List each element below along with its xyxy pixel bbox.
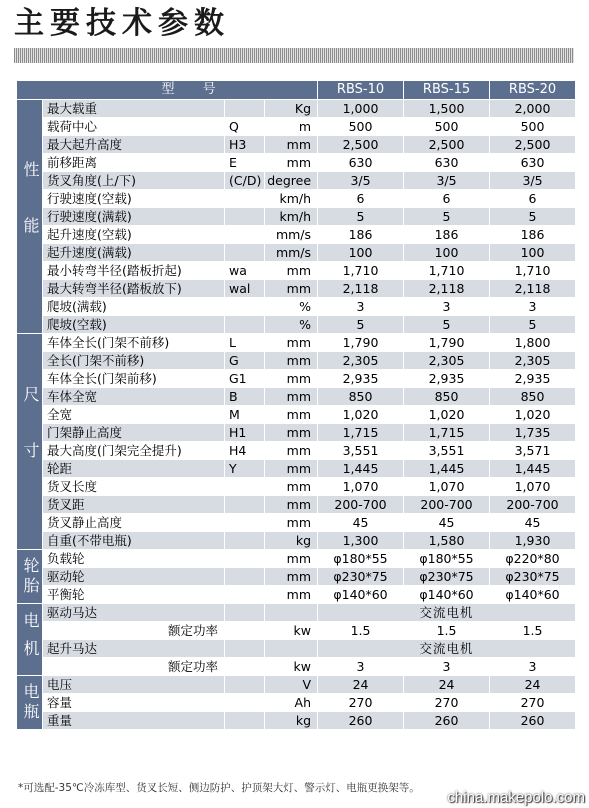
table-row bbox=[17, 316, 576, 334]
spec-name: 额定功率 bbox=[43, 622, 225, 640]
spec-name: 货叉长度 bbox=[43, 478, 225, 496]
spec-value-rbs-15: 1,500 bbox=[404, 100, 490, 118]
spec-name: 爬坡(满载) bbox=[43, 298, 225, 316]
table-row bbox=[17, 514, 576, 532]
spec-unit: mm bbox=[265, 478, 318, 496]
spec-name: 行驶速度(空载) bbox=[43, 190, 225, 208]
spec-code bbox=[225, 550, 265, 568]
table-row bbox=[17, 100, 576, 118]
spec-value-rbs-15: 24 bbox=[404, 676, 490, 694]
spec-value-rbs-15: 1,715 bbox=[404, 424, 490, 442]
spec-name: 车体全宽 bbox=[43, 388, 225, 406]
spec-value-rbs-15: 500 bbox=[404, 118, 490, 136]
spec-value-rbs-10: 3/5 bbox=[318, 172, 404, 190]
spec-name: 行驶速度(满载) bbox=[43, 208, 225, 226]
spec-value-rbs-10: 5 bbox=[318, 316, 404, 334]
spec-unit: Ah bbox=[265, 694, 318, 712]
spec-value-rbs-10: 260 bbox=[318, 712, 404, 730]
spec-unit: mm bbox=[265, 550, 318, 568]
table-row bbox=[17, 478, 576, 496]
spec-name: 最小转弯半径(踏板折起) bbox=[43, 262, 225, 280]
table-row bbox=[17, 226, 576, 244]
spec-value-rbs-20: 6 bbox=[490, 190, 576, 208]
spec-unit: m bbox=[265, 118, 318, 136]
spec-unit: mm bbox=[265, 334, 318, 352]
spec-value-rbs-15: 1,790 bbox=[404, 334, 490, 352]
spec-unit: km/h bbox=[265, 190, 318, 208]
table-row bbox=[17, 280, 576, 298]
spec-unit: kg bbox=[265, 532, 318, 550]
table-row bbox=[17, 424, 576, 442]
category-label bbox=[17, 550, 43, 604]
category-label bbox=[17, 676, 43, 730]
spec-value-rbs-10: 1,020 bbox=[318, 406, 404, 424]
spec-value-rbs-20: 260 bbox=[490, 712, 576, 730]
spec-code bbox=[225, 658, 265, 676]
spec-code bbox=[225, 532, 265, 550]
table-row bbox=[17, 334, 576, 352]
spec-value-rbs-10: 1,715 bbox=[318, 424, 404, 442]
spec-name: 额定功率 bbox=[43, 658, 225, 676]
spec-value-rbs-20: 2,500 bbox=[490, 136, 576, 154]
spec-value-rbs-15: φ140*60 bbox=[404, 586, 490, 604]
watermark: china.makepolo.com bbox=[447, 789, 585, 806]
spec-value-rbs-15: 1,070 bbox=[404, 478, 490, 496]
spec-name: 平衡轮 bbox=[43, 586, 225, 604]
spec-value-rbs-15: 1,580 bbox=[404, 532, 490, 550]
table-row bbox=[17, 244, 576, 262]
spec-value-rbs-20: 2,935 bbox=[490, 370, 576, 388]
spec-value-rbs-15: 3/5 bbox=[404, 172, 490, 190]
spec-unit: mm bbox=[265, 262, 318, 280]
spec-value-rbs-10: 45 bbox=[318, 514, 404, 532]
spec-unit: mm bbox=[265, 406, 318, 424]
table-row bbox=[17, 694, 576, 712]
spec-value-rbs-10: φ180*55 bbox=[318, 550, 404, 568]
spec-unit: mm bbox=[265, 154, 318, 172]
spec-value-rbs-20: 2,305 bbox=[490, 352, 576, 370]
model-header-1: RBS-10 bbox=[318, 81, 404, 100]
footnote: *可选配-35℃冷冻库型、货叉长短、侧边防护、护顶架大灯、警示灯、电瓶更换架等。 bbox=[18, 782, 420, 794]
spec-value-rbs-15: 2,935 bbox=[404, 370, 490, 388]
table-row bbox=[17, 622, 576, 640]
spec-unit: mm bbox=[265, 388, 318, 406]
category-label bbox=[17, 100, 43, 334]
spec-value-rbs-10: 2,305 bbox=[318, 352, 404, 370]
spec-value-rbs-20: 500 bbox=[490, 118, 576, 136]
spec-code: B bbox=[225, 388, 265, 406]
table-row bbox=[17, 442, 576, 460]
spec-unit: mm bbox=[265, 568, 318, 586]
spec-code bbox=[225, 640, 265, 658]
spec-unit: km/h bbox=[265, 208, 318, 226]
title-rule bbox=[14, 48, 574, 63]
spec-name: 全长(门架不前移) bbox=[43, 352, 225, 370]
spec-value-rbs-15: 2,500 bbox=[404, 136, 490, 154]
table-row bbox=[17, 550, 576, 568]
table-row bbox=[17, 388, 576, 406]
spec-code bbox=[225, 568, 265, 586]
spec-code: H1 bbox=[225, 424, 265, 442]
spec-code: wa bbox=[225, 262, 265, 280]
spec-value-rbs-15: 1,020 bbox=[404, 406, 490, 424]
category-text: 电机 bbox=[21, 611, 40, 668]
spec-value-rbs-20: 100 bbox=[490, 244, 576, 262]
spec-value-rbs-15: 5 bbox=[404, 208, 490, 226]
table-row bbox=[17, 460, 576, 478]
spec-value-rbs-20: φ230*75 bbox=[490, 568, 576, 586]
spec-unit bbox=[265, 640, 318, 658]
spec-value-rbs-20: 1,930 bbox=[490, 532, 576, 550]
spec-value-rbs-15: 270 bbox=[404, 694, 490, 712]
spec-unit: mm bbox=[265, 136, 318, 154]
spec-value-merged: 交流电机 bbox=[318, 640, 576, 658]
spec-code bbox=[225, 712, 265, 730]
spec-unit: degree bbox=[265, 172, 318, 190]
spec-code: E bbox=[225, 154, 265, 172]
spec-value-rbs-20: 3/5 bbox=[490, 172, 576, 190]
spec-name: 轮距 bbox=[43, 460, 225, 478]
spec-value-rbs-10: 3 bbox=[318, 298, 404, 316]
spec-name: 起升马达 bbox=[43, 640, 225, 658]
spec-value-rbs-10: 5 bbox=[318, 208, 404, 226]
spec-code bbox=[225, 100, 265, 118]
spec-unit bbox=[265, 604, 318, 622]
spec-value-rbs-20: 1.5 bbox=[490, 622, 576, 640]
spec-name: 容量 bbox=[43, 694, 225, 712]
spec-code: H4 bbox=[225, 442, 265, 460]
table-row bbox=[17, 658, 576, 676]
spec-name: 起升速度(满载) bbox=[43, 244, 225, 262]
spec-value-rbs-15: 200-700 bbox=[404, 496, 490, 514]
spec-value-rbs-20: 2,118 bbox=[490, 280, 576, 298]
spec-value-rbs-15: 45 bbox=[404, 514, 490, 532]
spec-value-rbs-10: 3,551 bbox=[318, 442, 404, 460]
spec-value-rbs-15: 100 bbox=[404, 244, 490, 262]
spec-value-rbs-10: 500 bbox=[318, 118, 404, 136]
spec-table bbox=[16, 80, 576, 730]
spec-code bbox=[225, 604, 265, 622]
category-text: 尺寸 bbox=[21, 385, 40, 498]
spec-value-rbs-20: φ140*60 bbox=[490, 586, 576, 604]
table-row bbox=[17, 208, 576, 226]
spec-value-rbs-10: 24 bbox=[318, 676, 404, 694]
spec-value-rbs-10: φ140*60 bbox=[318, 586, 404, 604]
spec-value-merged: 交流电机 bbox=[318, 604, 576, 622]
spec-value-rbs-15: 1,445 bbox=[404, 460, 490, 478]
spec-name: 最大转弯半径(踏板放下) bbox=[43, 280, 225, 298]
spec-value-rbs-15: 6 bbox=[404, 190, 490, 208]
spec-value-rbs-15: φ180*55 bbox=[404, 550, 490, 568]
spec-value-rbs-10: 3 bbox=[318, 658, 404, 676]
spec-code: G1 bbox=[225, 370, 265, 388]
spec-value-rbs-15: 260 bbox=[404, 712, 490, 730]
spec-code: Y bbox=[225, 460, 265, 478]
table-row bbox=[17, 370, 576, 388]
spec-value-rbs-10: 1,300 bbox=[318, 532, 404, 550]
spec-code bbox=[225, 694, 265, 712]
spec-value-rbs-10: 1,070 bbox=[318, 478, 404, 496]
spec-value-rbs-20: 1,020 bbox=[490, 406, 576, 424]
spec-value-rbs-15: 1,710 bbox=[404, 262, 490, 280]
spec-value-rbs-20: 5 bbox=[490, 208, 576, 226]
spec-name: 重量 bbox=[43, 712, 225, 730]
spec-name: 起升速度(空载) bbox=[43, 226, 225, 244]
spec-name: 最大高度(门架完全提升) bbox=[43, 442, 225, 460]
spec-name: 全宽 bbox=[43, 406, 225, 424]
spec-name: 电压 bbox=[43, 676, 225, 694]
spec-code bbox=[225, 676, 265, 694]
spec-unit: mm/s bbox=[265, 226, 318, 244]
spec-code: (C/D) bbox=[225, 172, 265, 190]
spec-value-rbs-10: 270 bbox=[318, 694, 404, 712]
spec-name: 货叉静止高度 bbox=[43, 514, 225, 532]
spec-value-rbs-20: 1,070 bbox=[490, 478, 576, 496]
table-row bbox=[17, 154, 576, 172]
spec-value-rbs-10: 1.5 bbox=[318, 622, 404, 640]
spec-value-rbs-10: 1,000 bbox=[318, 100, 404, 118]
spec-code bbox=[225, 622, 265, 640]
category-text: 电瓶 bbox=[21, 682, 40, 723]
spec-value-rbs-20: 270 bbox=[490, 694, 576, 712]
spec-code bbox=[225, 586, 265, 604]
spec-unit: mm bbox=[265, 496, 318, 514]
table-row bbox=[17, 496, 576, 514]
table-row bbox=[17, 640, 576, 658]
spec-unit: mm bbox=[265, 442, 318, 460]
spec-code: G bbox=[225, 352, 265, 370]
spec-value-rbs-10: 1,445 bbox=[318, 460, 404, 478]
spec-name: 自重(不带电瓶) bbox=[43, 532, 225, 550]
spec-code bbox=[225, 208, 265, 226]
spec-unit: V bbox=[265, 676, 318, 694]
spec-value-rbs-15: 3 bbox=[404, 298, 490, 316]
spec-unit: mm bbox=[265, 280, 318, 298]
category-label bbox=[17, 334, 43, 550]
spec-name: 车体全长(门架前移) bbox=[43, 370, 225, 388]
table-row bbox=[17, 568, 576, 586]
spec-value-rbs-20: 3 bbox=[490, 658, 576, 676]
spec-value-rbs-10: 100 bbox=[318, 244, 404, 262]
spec-value-rbs-10: 630 bbox=[318, 154, 404, 172]
spec-value-rbs-10: 850 bbox=[318, 388, 404, 406]
model-header-2: RBS-15 bbox=[404, 81, 490, 100]
spec-code bbox=[225, 316, 265, 334]
spec-value-rbs-15: 3,551 bbox=[404, 442, 490, 460]
spec-value-rbs-20: 1,445 bbox=[490, 460, 576, 478]
spec-value-rbs-15: 5 bbox=[404, 316, 490, 334]
spec-value-rbs-10: 200-700 bbox=[318, 496, 404, 514]
spec-value-rbs-20: 1,735 bbox=[490, 424, 576, 442]
page-title: 主要技术参数 bbox=[14, 6, 230, 41]
spec-value-rbs-15: 2,118 bbox=[404, 280, 490, 298]
spec-name: 最大载重 bbox=[43, 100, 225, 118]
spec-code bbox=[225, 496, 265, 514]
table-row bbox=[17, 172, 576, 190]
table-row bbox=[17, 118, 576, 136]
spec-unit: kg bbox=[265, 712, 318, 730]
spec-name: 货叉距 bbox=[43, 496, 225, 514]
spec-name: 车体全长(门架不前移) bbox=[43, 334, 225, 352]
spec-value-rbs-10: 186 bbox=[318, 226, 404, 244]
spec-code: wal bbox=[225, 280, 265, 298]
category-text: 轮胎 bbox=[21, 556, 40, 597]
spec-value-rbs-20: 1,710 bbox=[490, 262, 576, 280]
spec-value-rbs-15: 1.5 bbox=[404, 622, 490, 640]
spec-name: 载荷中心 bbox=[43, 118, 225, 136]
spec-name: 爬坡(空载) bbox=[43, 316, 225, 334]
spec-value-rbs-20: 45 bbox=[490, 514, 576, 532]
spec-value-rbs-10: 6 bbox=[318, 190, 404, 208]
table-row bbox=[17, 352, 576, 370]
table-row bbox=[17, 586, 576, 604]
spec-value-rbs-10: 1,710 bbox=[318, 262, 404, 280]
spec-value-rbs-20: 5 bbox=[490, 316, 576, 334]
spec-value-rbs-20: 24 bbox=[490, 676, 576, 694]
spec-code: M bbox=[225, 406, 265, 424]
table-row bbox=[17, 190, 576, 208]
spec-code: L bbox=[225, 334, 265, 352]
spec-code bbox=[225, 244, 265, 262]
spec-unit: kw bbox=[265, 658, 318, 676]
spec-value-rbs-20: 186 bbox=[490, 226, 576, 244]
spec-unit: Kg bbox=[265, 100, 318, 118]
spec-value-rbs-15: 2,305 bbox=[404, 352, 490, 370]
table-header-row bbox=[17, 81, 576, 100]
spec-value-rbs-10: φ230*75 bbox=[318, 568, 404, 586]
spec-value-rbs-15: 630 bbox=[404, 154, 490, 172]
spec-unit: mm/s bbox=[265, 244, 318, 262]
spec-value-rbs-15: φ230*75 bbox=[404, 568, 490, 586]
spec-value-rbs-20: 1,800 bbox=[490, 334, 576, 352]
spec-name: 驱动马达 bbox=[43, 604, 225, 622]
model-header-3: RBS-20 bbox=[490, 81, 576, 100]
spec-code bbox=[225, 298, 265, 316]
spec-value-rbs-10: 1,790 bbox=[318, 334, 404, 352]
spec-value-rbs-20: 200-700 bbox=[490, 496, 576, 514]
spec-code: H3 bbox=[225, 136, 265, 154]
spec-name: 最大起升高度 bbox=[43, 136, 225, 154]
spec-code bbox=[225, 514, 265, 532]
spec-unit: kw bbox=[265, 622, 318, 640]
table-row bbox=[17, 136, 576, 154]
table-row bbox=[17, 298, 576, 316]
spec-value-rbs-20: 2,000 bbox=[490, 100, 576, 118]
spec-value-rbs-15: 3 bbox=[404, 658, 490, 676]
spec-unit: mm bbox=[265, 460, 318, 478]
spec-value-rbs-20: φ220*80 bbox=[490, 550, 576, 568]
spec-unit: % bbox=[265, 316, 318, 334]
spec-value-rbs-20: 3 bbox=[490, 298, 576, 316]
table-row bbox=[17, 262, 576, 280]
spec-unit: mm bbox=[265, 424, 318, 442]
spec-value-rbs-10: 2,500 bbox=[318, 136, 404, 154]
spec-unit: % bbox=[265, 298, 318, 316]
table-row bbox=[17, 604, 576, 622]
spec-value-rbs-20: 630 bbox=[490, 154, 576, 172]
spec-code bbox=[225, 190, 265, 208]
spec-unit: mm bbox=[265, 514, 318, 532]
spec-name: 门架静止高度 bbox=[43, 424, 225, 442]
spec-code: Q bbox=[225, 118, 265, 136]
model-header-label: 型 号 bbox=[17, 81, 318, 100]
spec-unit: mm bbox=[265, 370, 318, 388]
table-row bbox=[17, 532, 576, 550]
spec-name: 货叉角度(上/下) bbox=[43, 172, 225, 190]
spec-value-rbs-10: 2,118 bbox=[318, 280, 404, 298]
table-row bbox=[17, 676, 576, 694]
spec-code bbox=[225, 478, 265, 496]
table-row bbox=[17, 406, 576, 424]
table-row bbox=[17, 712, 576, 730]
category-text: 性能 bbox=[21, 160, 40, 273]
spec-unit: mm bbox=[265, 352, 318, 370]
spec-name: 前移距离 bbox=[43, 154, 225, 172]
spec-value-rbs-10: 2,935 bbox=[318, 370, 404, 388]
spec-code bbox=[225, 226, 265, 244]
spec-value-rbs-20: 850 bbox=[490, 388, 576, 406]
category-label bbox=[17, 604, 43, 676]
spec-value-rbs-15: 850 bbox=[404, 388, 490, 406]
spec-name: 负载轮 bbox=[43, 550, 225, 568]
spec-value-rbs-15: 186 bbox=[404, 226, 490, 244]
spec-name: 驱动轮 bbox=[43, 568, 225, 586]
spec-value-rbs-20: 3,571 bbox=[490, 442, 576, 460]
spec-unit: mm bbox=[265, 586, 318, 604]
